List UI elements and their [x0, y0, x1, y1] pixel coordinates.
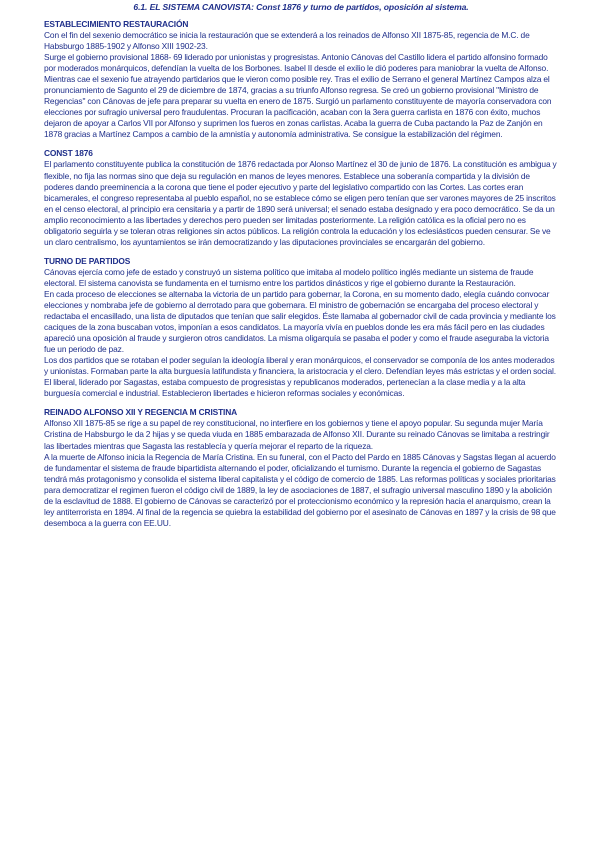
paragraph: En cada proceso de elecciones se alternaba la victoria de un partido para gobernar, la Corona, en su momento dado, elegía cuándo convocar elecciones y nombraba jefe de gobierno al derrotado para que gobernara. El ministro de gobernación se encargaba del proceso electoral y redactaba el encasillado, una lista de diputados que tenían que salir elegidos. Éste llamaba al gobernador civil de cada provincia y mediante los caciques de la zona buscaban votos, imponían a esos candidatos. La mayoría vivía en pueblos donde les era más fácil pero en las ciudades apareció una oposición al fraude y surgieron otros candidatos. La misma oligarquía se pasaba el poder y como el fraude aseguraba la victoria fue un periodo de paz.	[44, 288, 556, 355]
paragraph: A la muerte de Alfonso inicia la Regencia de María Cristina. En su funeral, con el Pacto del Pardo en 1885 Cánovas y Sagstas llegan al acuerdo de fundamentar el sistema de fraude bipartidista alternando el poder, oficializando el turnismo. Durante la regencia el gobierno de Sagastas tendrá más protagonismo y consolida el sistema liberal capitalista y el código de comercio de 1885. Las reformas políticas y sociales prioritarias para democratizar el regimen fueron el código civil de 1889, la ley de asociaciones de 1887, el sufragio universal masculino 1890 y la abolición de la esclavitud de 1888. El gobierno de Cánovas se caracterizó por el proteccionismo económico y la represión hacia el anarquismo, crean la ley antiterrorista en 1894. Al final de la regencia se quiebra la estabilidad del gobierno por el asesinato de Cánovas en 1897 y la crisis de 98 que desemboca a la guerra con EE.UU.	[44, 451, 556, 528]
section-establecimiento-restauracion	[44, 19, 558, 140]
paragraph: Surge el gobierno provisional 1868- 69 liderado por unionistas y progresistas. Antonio Cánovas del Castillo lidera el partido alfonsino formado por moderados monárquicos, defendían la vuelta de los Borbones. Isabel II desde el exilio le dió poderes para maniobrar la vuelta de Alfonso. Mientras cae el sexenio fue atrayendo partidarios que le vieron como posible rey. Tras el exilio de Serrano el general Martínez Campos alza el pronunciamiento de Sagunto el 29 de diciembre de 1874, gracias a su triunfo Alfonso regresa. Se creó un gobierno provisional "Ministro de Regencias" con Cánovas de jefe para preparar su vuelta en enero de 1875. Surgió un parlamento constituyente de mayoría conservadora con elecciones por sufragio universal pero fraudulentas. Procuran la pacificación, acaban con la 3era guerra carlista en 1876 con éxito, muchos dejaron de apoyar a Carlos VII por Alfonso y suprimen los fueros en zonas carlistas. Acaba la guerra de Cuba pactando la Paz de Zanjón en 1878 gracias a Martínez Campos a cambio de la amnistía y autonomía administrativa. Se consigue la estabilización del régimen.	[44, 52, 552, 140]
section-heading: REINADO ALFONSO XII Y REGENCIA M CRISTINA	[44, 407, 238, 418]
section-reinado-alfonso-xii	[44, 407, 558, 528]
document-title: 6.1. EL SISTEMA CANOVISTA: Const 1876 y turno de partidos, oposición al sistema.	[133, 2, 469, 12]
section-turno-de-partidos	[44, 256, 558, 400]
paragraph: Los dos partidos que se rotaban el poder seguían la ideología liberal y eran monárquicos, el conservador se componía de los antes moderados y unionistas. Formaban parte la alta burguesía latifundista y financiera, la aristocracia y el clero. Defendían leyes más estrictas y el orden social. El liberal, liderado por Sagastas, estaba compuesto de progresistas y republicanos moderados, pertenecían a la clase media y a la alta burguesía comercial e industrial. Establecieron libertades e hicieron reformas sociales y económicas.	[44, 355, 557, 399]
section-heading: TURNO DE PARTIDOS	[44, 255, 131, 266]
section-heading: CONST 1876	[44, 148, 93, 159]
paragraph: El parlamento constituyente publica la constitución de 1876 redactada por Alonso Martínez el 30 de junio de 1876. La constitución es ambigua y flexible, no fija las normas sino que deja su regulación en manos de leyes menores. Establece una soberanía compartida y la división de poderes dando preeminencia a la corona que tiene el poder ejecutivo y parte del legislativo compartido con las Cortes. Las cortes eran bicamerales, el congreso representaba al pueblo español, no se establece cómo se eligen pero tenían que ser varones mayores de 25 inscritos en el censo electoral, al principio era censitaria y a partir de 1890 será universal; el senado estaba designado y era poco democrático. Se da un amplio reconocimiento a las libertades y derechos pero pueden ser limitadas posteriormente. La religión católica es la oficial pero no es obligatorio seguirla y se toleran otras religiones sin actos públicos. La religión controla la educación y los eclesiásticos pueden censurar. Se ve un claro centralismo, los ayuntamientos se irán democratizando y las diputaciones provinciales se encargarán del gobierno.	[44, 159, 557, 247]
document-page	[44, 2, 558, 537]
paragraph: Con el fin del sexenio democrático se inicia la restauración que se extenderá a los reinados de Alfonso XII 1875-85, regencia de M.C. de Habsburgo 1885-1902 y Alfonso XIII 1902-23.	[44, 30, 530, 52]
section-const-1876	[44, 148, 558, 247]
paragraph: Alfonso XII 1875-85 se rige a su papel de rey constitucional, no interfiere en los gobiernos y tiene el apoyo popular. Su segunda mujer María Cristina de Habsburgo le da 2 hijas y se queda viuda en 1885 embarazada de Alfonso XII. Durante su reinado Cánovas se limitaba a restringir las libertades mientras que Sagasta las restablecía y quería mejorar el reparto de la riqueza.	[44, 418, 550, 451]
section-heading: ESTABLECIMIENTO RESTAURACIÓN	[44, 19, 189, 29]
paragraph: Cánovas ejercía como jefe de estado y construyó un sistema político que imitaba al modelo político inglés mediante un sistema de fraude electoral. El sistema canovista se fundamenta en el turnismo entre los partidos dinásticos y rige el gobierno durante la Restauración.	[44, 266, 534, 288]
